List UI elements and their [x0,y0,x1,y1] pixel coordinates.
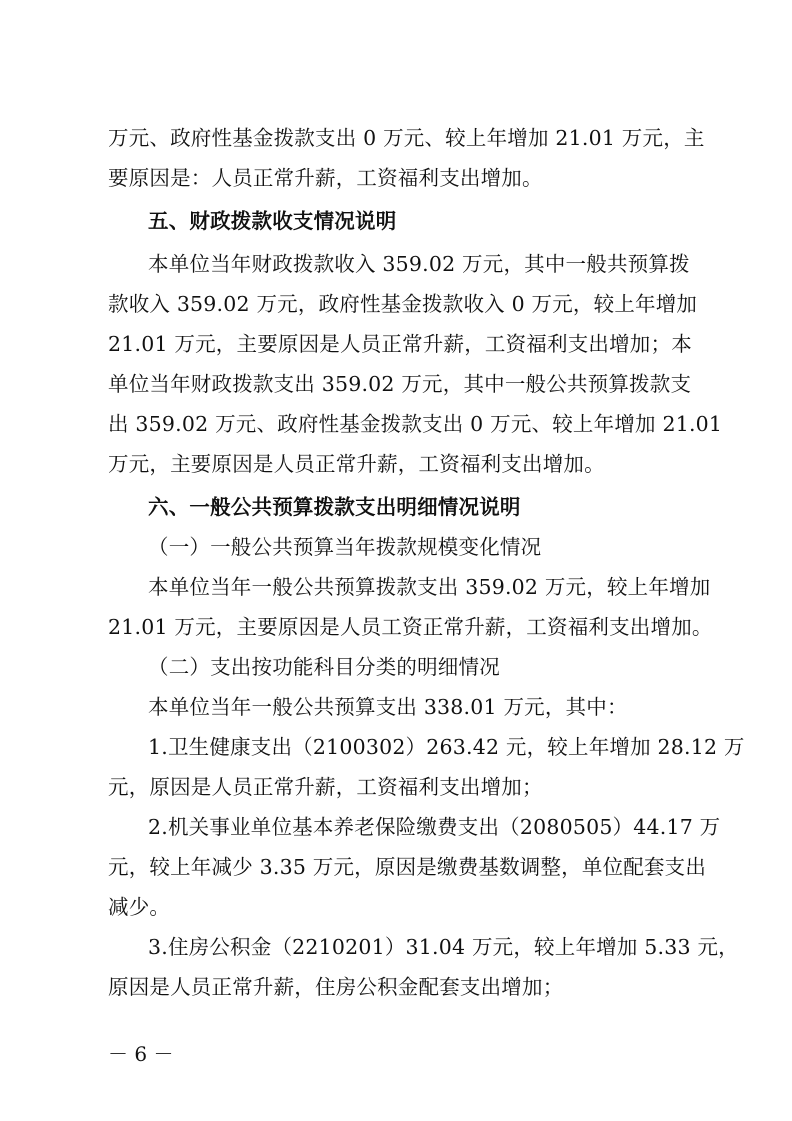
text-line: 单位当年财政拨款支出 359.02 万元，其中一般公共预算拨款支 [108,372,692,396]
text-line: 2.机关事业单位基本养老保险缴费支出（2080505）44.17 万 [148,815,721,839]
text-line: 本单位当年一般公共预算支出 338.01 万元，其中： [148,695,628,719]
text-line: 要原因是：人员正常升薪，工资福利支出增加。 [108,166,543,190]
page-number: － 6 － [108,1042,174,1066]
text-line: 出 359.02 万元、政府性基金拨款支出 0 万元、较上年增加 21.01 [108,412,723,436]
text-line: 本单位当年一般公共预算拨款支出 359.02 万元，较上年增加 [148,575,711,599]
text-line: 本单位当年财政拨款收入 359.02 万元，其中一般共预算拨 [148,252,690,276]
text-line: 21.01 万元，主要原因是人员工资正常升薪，工资福利支出增加。 [108,615,713,639]
text-line: 1.卫生健康支出（2100302）263.42 元，较上年增加 28.12 万 [148,735,745,759]
section-heading-5: 五、财政拨款收支情况说明 [148,209,397,233]
subsection-heading-1: （一）一般公共预算当年拨款规模变化情况 [148,535,542,559]
section-heading-6: 六、一般公共预算拨款支出明细情况说明 [148,495,521,519]
text-line: 万元，主要原因是人员正常升薪，工资福利支出增加。 [108,452,605,476]
text-line: 款收入 359.02 万元，政府性基金拨款收入 0 万元，较上年增加 [108,292,698,316]
text-line: 21.01 万元，主要原因是人员正常升薪，工资福利支出增加；本 [108,332,692,356]
text-line: 元，较上年减少 3.35 万元，原因是缴费基数调整，单位配套支出 [108,855,707,879]
text-line: 原因是人员正常升薪，住房公积金配套支出增加； [108,975,564,999]
text-line: 减少。 [108,895,171,919]
text-line: 3.住房公积金（2210201）31.04 万元，较上年增加 5.33 元， [148,935,739,959]
subsection-heading-2: （二）支出按功能科目分类的明细情况 [148,655,500,679]
text-line: 元，原因是人员正常升薪，工资福利支出增加； [108,775,543,799]
text-line: 万元、政府性基金拨款支出 0 万元、较上年增加 21.01 万元，主 [108,126,705,150]
